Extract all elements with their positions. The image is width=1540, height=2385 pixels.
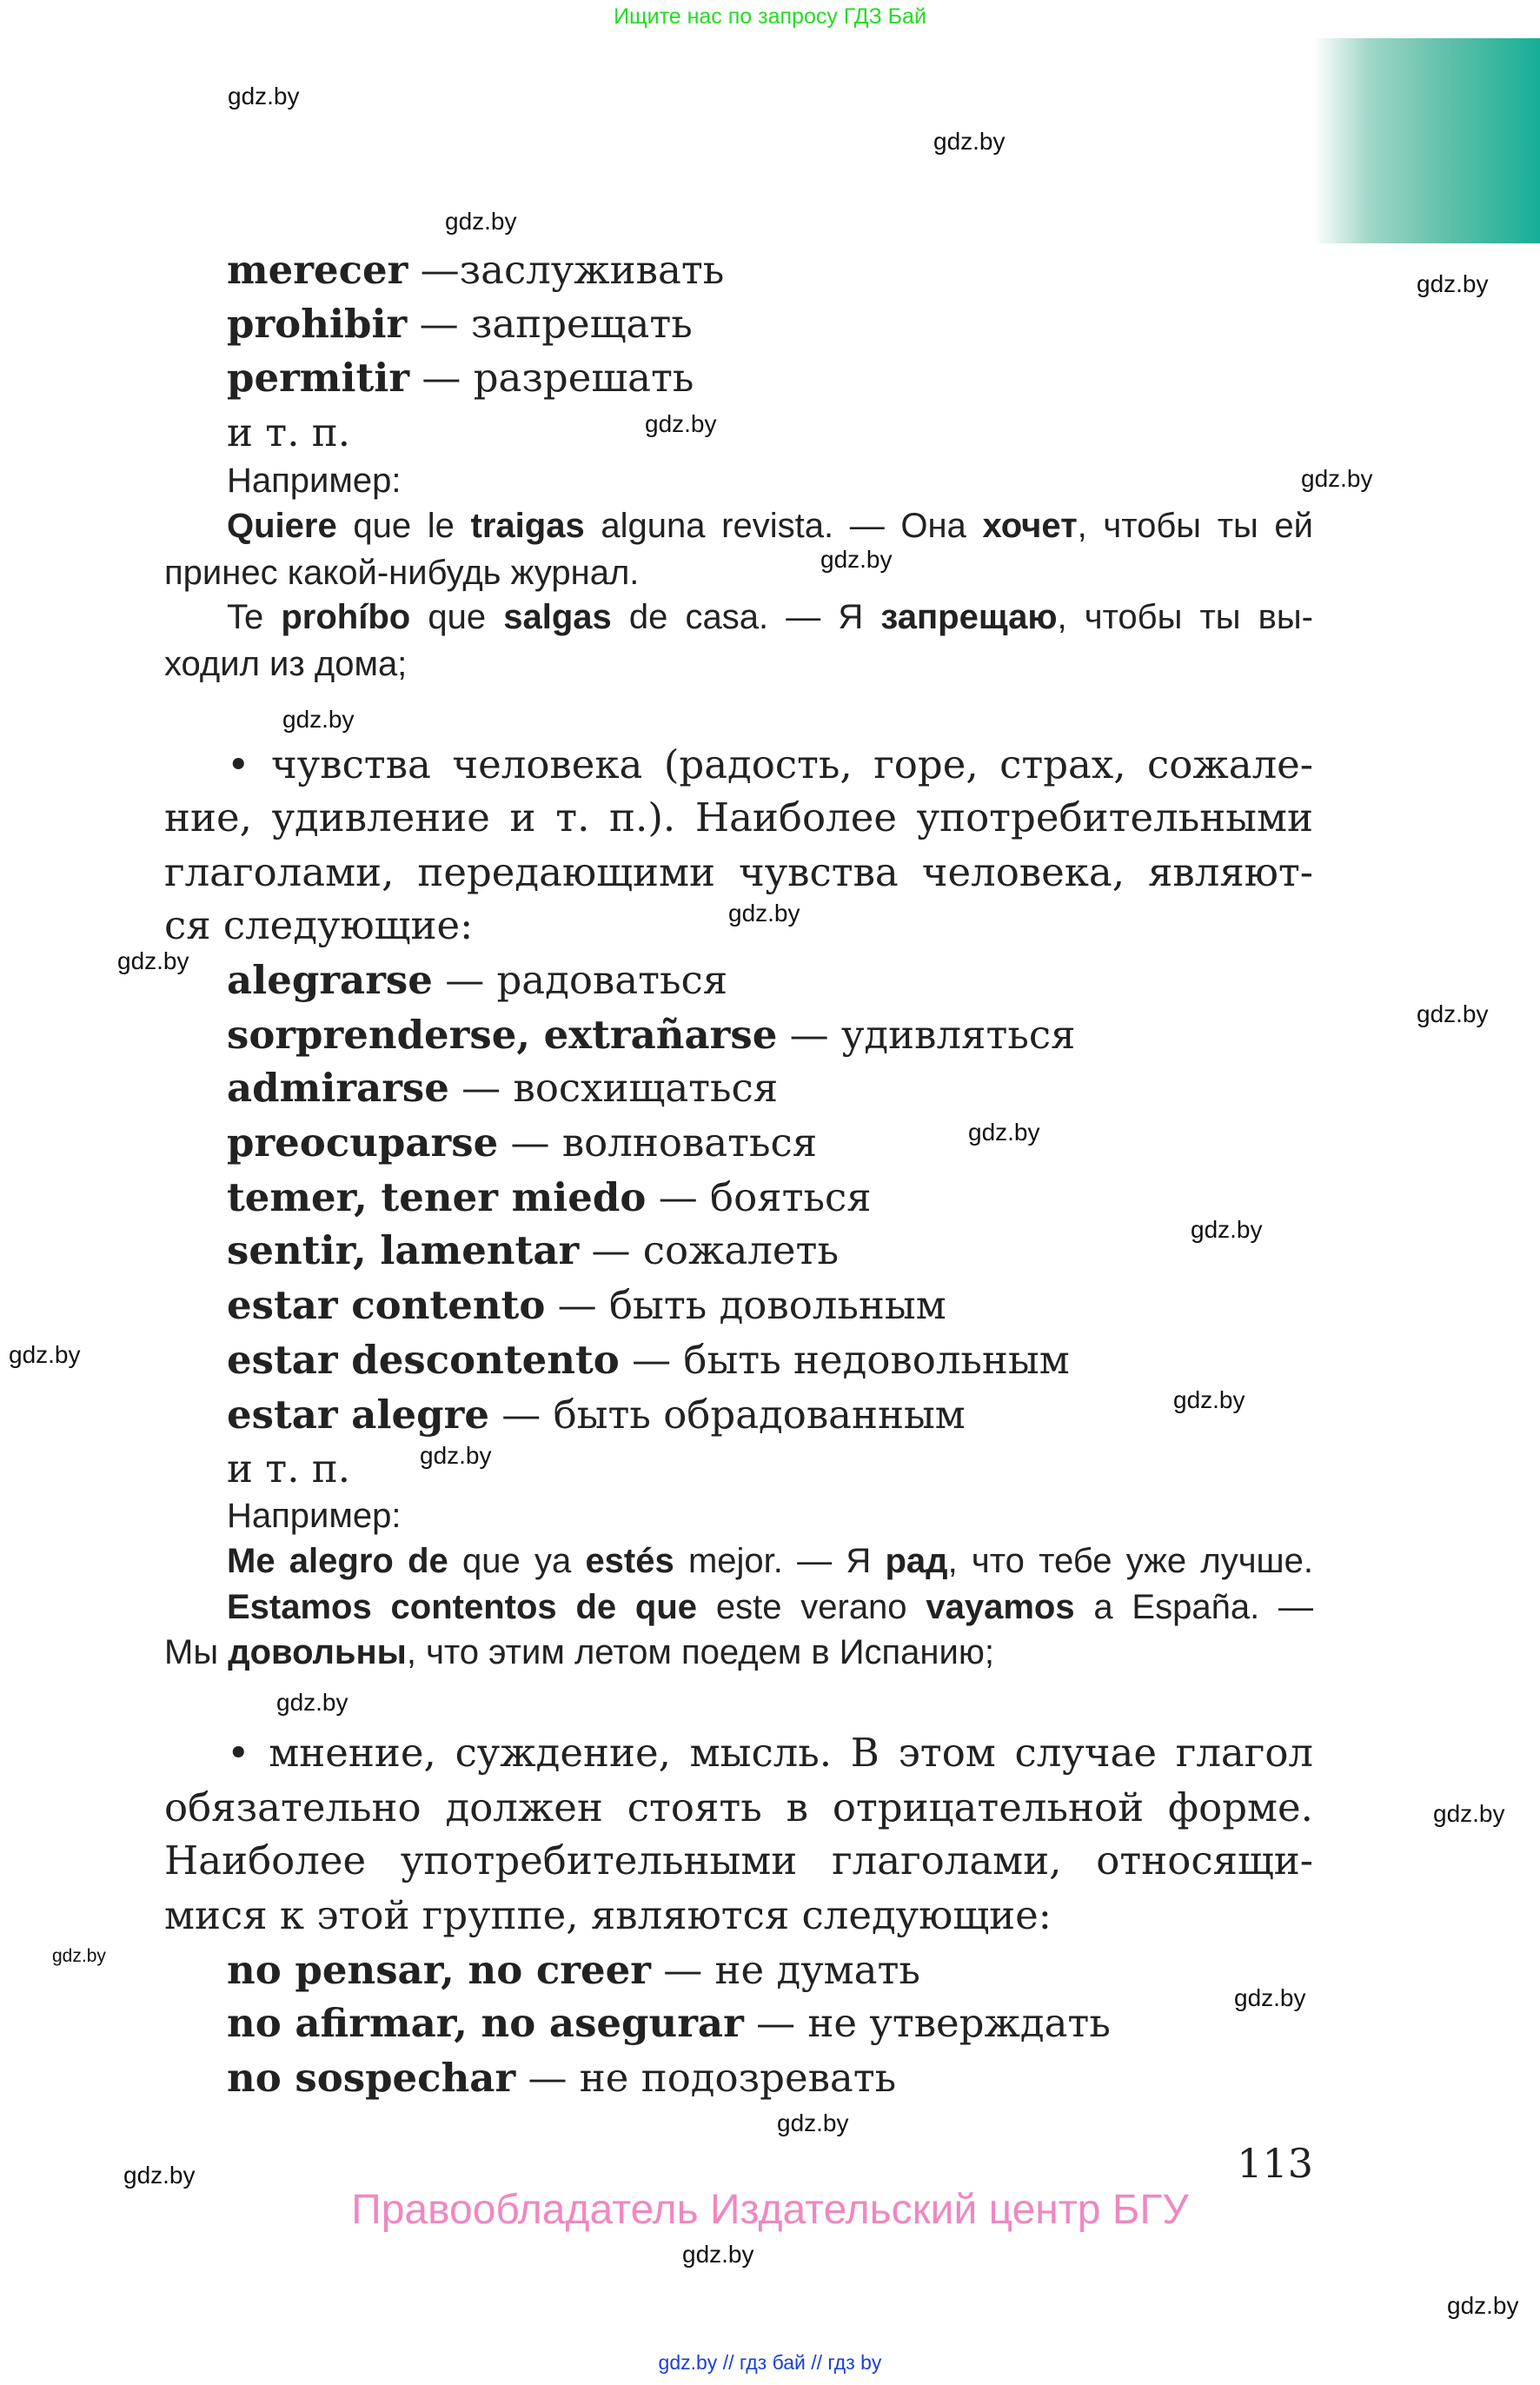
text-segment: принес какой-нибудь журнал.	[164, 554, 640, 592]
text-segment: este verano	[697, 1588, 926, 1626]
gdz-watermark: gdz.by	[1173, 1386, 1245, 1413]
vocab-item	[227, 1282, 946, 1329]
text-segment: de casa. — Я	[611, 598, 881, 636]
text-segment: , что этим летом поедем в Испанию;	[406, 1633, 994, 1671]
bold-term: vayamos	[926, 1588, 1075, 1626]
bold-term: Quiere	[227, 507, 337, 545]
vocab-item	[227, 2055, 896, 2102]
etc-line	[227, 1445, 350, 1492]
text-segment: alguna revista. — Она	[584, 507, 983, 545]
footer-links[interactable]: gdz.by // гдз бай // гдз by	[658, 2351, 882, 2374]
bold-term: estar descontento	[227, 1337, 620, 1383]
vocab-item	[227, 1174, 872, 1221]
paragraph-line	[164, 1784, 1313, 1831]
gdz-watermark: gdz.by	[1191, 1216, 1263, 1243]
text-segment: — удивляться	[777, 1012, 1076, 1058]
text-segment: a España. —	[1074, 1588, 1314, 1626]
gdz-watermark: gdz.by	[682, 2241, 754, 2268]
gdz-watermark: gdz.by	[123, 2162, 196, 2189]
bullet-paragraph-line	[227, 1730, 1313, 1777]
text-segment: — не думать	[650, 1947, 920, 1993]
vocab-item	[227, 1392, 966, 1438]
gdz-watermark: gdz.by	[1301, 465, 1373, 492]
copyright-notice: Правообладатель Издательский центр БГУ	[351, 2187, 1189, 2233]
example-line	[227, 1540, 1313, 1582]
gdz-watermark: gdz.by	[1447, 2292, 1519, 2319]
text-segment: — не подозревать	[515, 2055, 897, 2101]
page-number: 113	[1237, 2140, 1313, 2187]
gdz-watermark: gdz.by	[228, 83, 300, 110]
text-segment: — бояться	[646, 1174, 872, 1220]
vocab-item	[227, 1119, 817, 1166]
text-segment: ходил из дома;	[164, 645, 408, 683]
text-segment: мися к этой группе, являются следующие:	[164, 1892, 1052, 1938]
vocab-item	[227, 1012, 1075, 1059]
bold-term: salgas	[503, 598, 612, 636]
gdz-watermark: gdz.by	[420, 1442, 492, 1469]
gdz-watermark: gdz.by	[820, 546, 893, 573]
gdz-watermark: gdz.by	[1234, 1984, 1306, 2011]
example-label	[227, 460, 402, 502]
bold-term: рад	[885, 1542, 948, 1580]
text-segment: — радоваться	[432, 957, 728, 1003]
paragraph-line	[164, 1837, 1313, 1884]
vocab-item	[227, 247, 724, 294]
gdz-watermark: gdz.by	[282, 706, 355, 733]
gdz-watermark: gdz.by	[1433, 1800, 1505, 1827]
vocab-item	[227, 301, 693, 348]
gdz-watermark: gdz.by	[728, 900, 800, 927]
paragraph-line	[164, 849, 1313, 896]
bold-term: merecer	[227, 247, 408, 293]
vocab-item	[227, 1947, 920, 1994]
vocab-item	[227, 2000, 1111, 2047]
text-segment: и т. п.	[227, 409, 351, 455]
text-segment: • чувства человека (радость, горе, страх, сожале-	[227, 741, 1313, 787]
example-line	[227, 1586, 1313, 1628]
bold-term: alegrarse	[227, 957, 433, 1003]
bold-term: хочет	[982, 507, 1078, 545]
bold-term: no afirmar, no asegurar	[227, 2000, 744, 2046]
vocab-item	[227, 1337, 1070, 1384]
bold-term: sentir, lamentar	[227, 1227, 580, 1273]
corner-gradient-decoration	[1313, 38, 1540, 243]
example-line	[227, 505, 1313, 547]
bold-term: Estamos contentos de que	[227, 1588, 698, 1626]
text-segment: , что тебе уже лучше.	[947, 1542, 1314, 1580]
text-segment: обязательно должен стоять в отрицательной форме.	[164, 1784, 1313, 1830]
text-segment: и т. п.	[227, 1445, 351, 1491]
text-segment: — волноваться	[498, 1119, 818, 1166]
text-segment: que	[410, 598, 504, 636]
bold-term: traigas	[470, 507, 585, 545]
text-segment: — быть недовольным	[619, 1337, 1070, 1383]
text-segment: Например:	[227, 462, 402, 500]
bold-term: temer, tener miedo	[227, 1174, 647, 1220]
gdz-watermark: gdz.by	[645, 410, 717, 437]
etc-line	[227, 409, 350, 456]
text-segment: Например:	[227, 1497, 402, 1535]
text-segment: — разрешать	[409, 355, 694, 401]
bold-term: sorprenderse, extrañarse	[227, 1012, 778, 1058]
text-segment: ся следующие:	[164, 902, 474, 948]
text-segment: Мы	[164, 1633, 229, 1671]
text-segment: Наиболее употребительными глаголами, относящи-	[164, 1837, 1313, 1883]
text-segment: , чтобы ты вы-	[1057, 598, 1313, 636]
text-segment: Te	[227, 598, 282, 636]
vocab-item	[227, 1227, 839, 1274]
bold-term: preocuparse	[227, 1119, 499, 1166]
example-line	[164, 1631, 994, 1673]
gdz-watermark: gdz.by	[445, 208, 517, 235]
vocab-item	[227, 1065, 778, 1112]
example-line	[227, 596, 1313, 638]
gdz-watermark: gdz.by	[968, 1119, 1040, 1146]
gdz-watermark: gdz.by	[117, 947, 189, 974]
bold-term: estar contento	[227, 1282, 546, 1328]
bullet-paragraph-line	[227, 741, 1313, 788]
vocab-item	[227, 957, 727, 1004]
bold-term: admirarse	[227, 1065, 449, 1111]
text-segment: —заслуживать	[408, 247, 725, 293]
text-segment: — запрещать	[407, 301, 693, 347]
bold-term: prohibir	[227, 301, 408, 347]
text-segment: que le	[336, 507, 471, 545]
gdz-watermark: gdz.by	[1417, 270, 1489, 297]
gdz-watermark: gdz.by	[9, 1341, 81, 1368]
gdz-watermark: gdz.by	[52, 1946, 106, 1966]
search-banner[interactable]: Ищите нас по запросу ГДЗ Бай	[614, 4, 926, 29]
paragraph-line	[164, 1892, 1052, 1939]
bold-term: estés	[585, 1542, 674, 1580]
example-line	[164, 643, 407, 685]
gdz-watermark: gdz.by	[777, 2109, 849, 2136]
bold-term: prohíbo	[281, 598, 411, 636]
bold-term: permitir	[227, 355, 410, 401]
text-segment: que ya	[448, 1542, 586, 1580]
text-segment: — быть довольным	[545, 1282, 946, 1328]
text-segment: глаголами, передающими чувства человека, являют-	[164, 849, 1313, 895]
text-segment: — сожалеть	[579, 1227, 839, 1273]
bold-term: довольны	[228, 1633, 407, 1671]
text-segment: — быть обрадованным	[488, 1392, 966, 1438]
bold-term: Me alegro de	[227, 1542, 448, 1580]
bold-term: estar alegre	[227, 1392, 489, 1438]
paragraph-line	[164, 902, 473, 949]
gdz-watermark: gdz.by	[933, 128, 1006, 155]
text-segment: mejor. — Я	[674, 1542, 886, 1580]
vocab-item	[227, 355, 694, 402]
gdz-watermark: gdz.by	[276, 1689, 348, 1716]
example-label	[227, 1495, 402, 1537]
example-line	[164, 552, 639, 594]
text-segment: , чтобы ты ей	[1077, 507, 1314, 545]
text-segment: ние, удивление и т. п.). Наиболее употребительными	[164, 794, 1313, 840]
paragraph-line	[164, 794, 1313, 841]
text-segment: — не утверждать	[743, 2000, 1111, 2046]
bold-term: no pensar, no creer	[227, 1947, 651, 1993]
text-segment: — восхищаться	[448, 1065, 779, 1111]
gdz-watermark: gdz.by	[1417, 1000, 1489, 1027]
text-segment: • мнение, суждение, мысль. В этом случае глагол	[227, 1730, 1313, 1776]
bold-term: запрещаю	[880, 598, 1058, 636]
bold-term: no sospechar	[227, 2055, 516, 2101]
